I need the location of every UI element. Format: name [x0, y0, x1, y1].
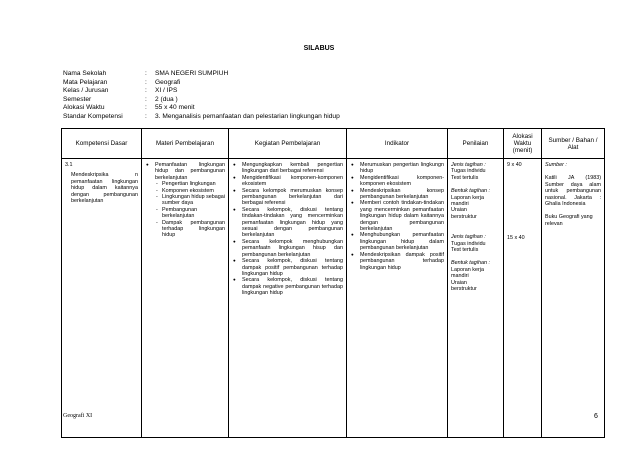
list-item: ● Secara kelompok merumuskan konsep pembangunan berkelanjutan dari berbagai referensi — [242, 188, 343, 207]
cell-indikator — [347, 159, 448, 438]
penilaian-jenis: Jenis tagihan : — [451, 234, 486, 241]
kegiatan-list — [232, 162, 343, 297]
meta-label: Kelas / Jurusan — [63, 87, 109, 95]
list-item: ● Mengungkapkan kembali pengertian lingkungan dari berbagai referensi — [242, 162, 343, 175]
list-item: - Lingkungan hidup sebagai sumber daya — [162, 194, 225, 207]
meta-label: Alokasi Waktu — [63, 104, 105, 112]
list-item: ● Memberi contoh tindakan-tindakan yang mencerminkan pemanfaatan lingkungan hidup dalam kaitannya dengan pembangunan berkelanjutan — [360, 200, 444, 232]
list-item: - Pengertian lingkungan — [162, 181, 225, 187]
penilaian-line: berstruktur — [451, 286, 477, 293]
materi-sublist — [155, 181, 225, 239]
meta-separator: : — [145, 112, 147, 120]
alokasi-1: 9 x 40 — [507, 162, 522, 168]
penilaian-bentuk: Bentuk tagihan : — [451, 260, 490, 267]
penilaian-line: Test tertulis — [451, 174, 479, 181]
header-sumber: Sumber / Bahan / Alat — [542, 129, 605, 159]
list-item: ● Secara kelompok menghubungkan pemanfaatn lingkungan hisup dan pembangunan berkelanjutan — [242, 239, 343, 258]
meta-row-standard — [63, 113, 340, 122]
list-item: ● Secara kelompok, diskusi tentang dampak positif pembangunan terhadap lingkungan hidup — [242, 258, 343, 277]
meta-value: Geografi — [155, 78, 181, 86]
meta-label: Mata Pelajaran — [63, 78, 108, 86]
page-number: 6 — [594, 413, 598, 420]
cell-kd — [62, 159, 142, 438]
sumber-2: Buku Geografi yang relevan — [545, 214, 593, 227]
meta-separator: : — [145, 78, 147, 86]
list-item: ● Mendeskripsikan dampak positif pembangunan terhadap lingkungan hidup — [360, 252, 444, 271]
sumber-1: Katili JA (1983) Sumber daya alam untuk pembangunan nasional. Jakarta : Ghalia Indonesia — [545, 175, 601, 208]
penilaian-bentuk: Bentuk tagihan : — [451, 188, 490, 195]
list-item: ● Secara kelompok, diskusi tentang tindakan-tindakan yang mencerminkan pemanfaatan lingkungan hidup yang sesuai dengan pembangunan berkelanjutan — [242, 207, 343, 239]
header-indikator: Indikator — [347, 129, 448, 159]
list-item: ● Merumuskan pengertian lingkungn hidup — [360, 162, 444, 175]
header-kd: Kompetensi Dasar — [62, 129, 142, 159]
meta-value: SMA NEGERI SUMPIUH — [155, 70, 229, 77]
penilaian-line: Test tertulis — [451, 247, 479, 254]
list-item: ● Menghubungkan pemanfaatan lingkungan hidup dalam pembangunan berkelanjutan — [360, 232, 444, 251]
syllabus-meta — [63, 70, 340, 122]
meta-row-time — [63, 104, 340, 113]
meta-value: 3. Menganalisis pemanfaatan dan pelestarian lingkungan hidup — [155, 112, 340, 120]
list-item: - Dampak pembangunan terhadap lingkungan hidup — [162, 220, 225, 239]
table-row — [62, 159, 605, 438]
list-item: ● Mengidentifikasi komponen-komponen ekosistem — [242, 175, 343, 188]
table-header-row — [62, 129, 605, 159]
penilaian-line: Laporan kerja mandiri — [451, 266, 484, 280]
list-item: - Komponen ekosistem — [162, 188, 225, 194]
penilaian-jenis: Jenis tagihan : — [451, 162, 486, 168]
meta-row-semester — [63, 96, 340, 105]
meta-separator: : — [145, 70, 147, 77]
meta-label: Standar Kompetensi — [63, 112, 123, 120]
meta-label: Nama Sekolah — [63, 70, 107, 77]
cell-materi — [142, 159, 229, 438]
list-item: ● Mendeskripsikan konsep pembangunan berkelanjutan — [360, 188, 444, 201]
header-penilaian: Penilaian — [448, 129, 504, 159]
meta-value: 55 x 40 menit — [155, 104, 195, 112]
meta-separator: : — [145, 104, 147, 112]
penilaian-line: Laporan kerja mandiri — [451, 194, 484, 208]
penilaian-line: Tugas individu — [451, 168, 486, 175]
list-item: ● Secara kelompok, diskusi tentang dampak negative pembangunan terhadap lingkungan hidup — [242, 277, 343, 296]
penilaian-line: berstruktur — [451, 213, 477, 220]
footer-left: Geografi XI — [63, 413, 93, 419]
header-kegiatan: Kegiatan Pembelajaran — [229, 129, 347, 159]
meta-separator: : — [145, 95, 147, 103]
penilaian-line: Uraian — [451, 279, 467, 286]
meta-separator: : — [145, 87, 147, 95]
penilaian-line: Tugas individu — [451, 240, 486, 247]
cell-kegiatan — [229, 159, 347, 438]
meta-row-class — [63, 87, 340, 96]
meta-row-subject — [63, 79, 340, 88]
header-materi: Materi Pembelajaran — [142, 129, 229, 159]
meta-label: Semester — [63, 95, 92, 103]
meta-row-school — [63, 70, 340, 79]
materi-list — [145, 162, 225, 239]
kd-text: Mendeskripsika n pemanfaatan lingkungan hidup dalam kaitannya dengan pembangunan berkelanjutan — [71, 172, 138, 205]
syllabus-table — [61, 128, 605, 438]
document-title: SILABUS — [303, 45, 335, 52]
meta-value: 2 (dua ) — [155, 95, 178, 103]
cell-sumber — [542, 159, 605, 438]
kd-number: 3.1 — [65, 162, 73, 168]
cell-penilaian — [448, 159, 504, 438]
list-item: - Pembangunan berkelanjutan — [162, 207, 225, 220]
indikator-list — [350, 162, 444, 271]
sumber-label: Sumber : — [545, 162, 567, 168]
penilaian-line: Uraian — [451, 207, 467, 214]
list-item — [155, 162, 225, 239]
materi-heading: Pemanfaatan lingkungan hidup dan pembangunan berkelanjutan — [155, 162, 225, 181]
list-item: ● Mengidentifikasi komponen-komponen ekosistem — [360, 175, 444, 188]
alokasi-2: 15 x 40 — [507, 235, 525, 242]
cell-alokasi — [504, 159, 542, 438]
meta-value: XI / IPS — [155, 87, 178, 95]
header-alokasi: Alokasi Waktu (menit) — [504, 129, 542, 159]
